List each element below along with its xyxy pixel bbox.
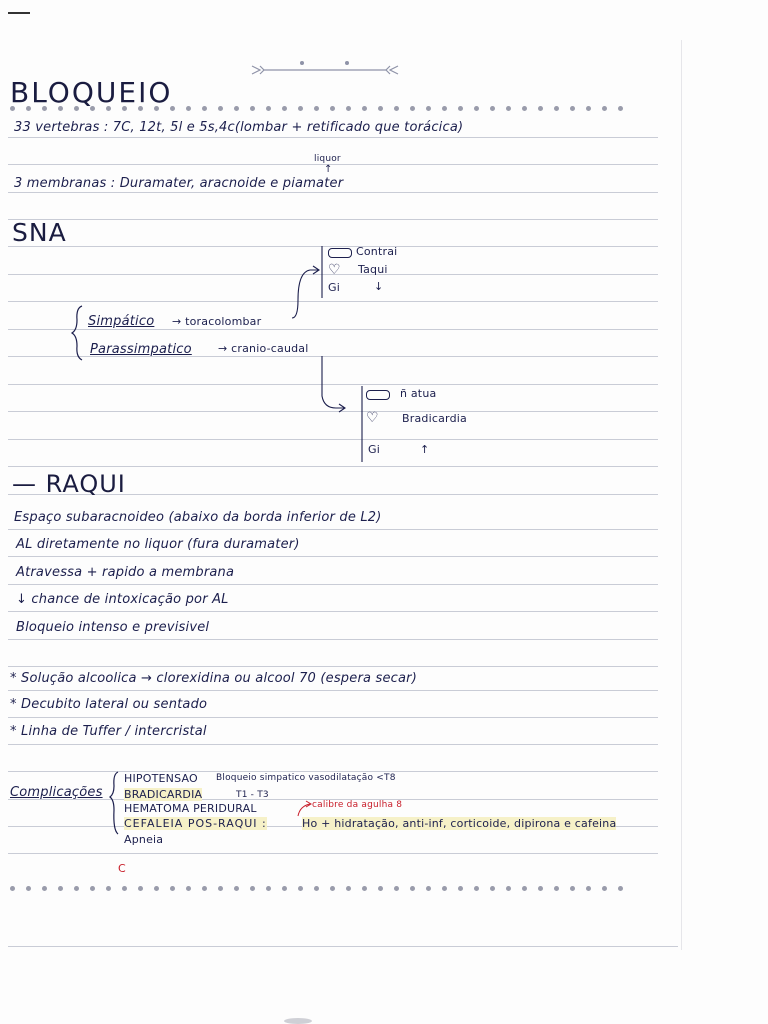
simpatico-label: Simpático [88,314,155,329]
complicacao-cefaleia: CEFALEIA POS-RAQUI : [124,817,267,830]
sna-upper-gi: Gi [328,281,340,294]
complicacao-bradicardia: BRADICARDIA [124,788,203,801]
complicacao-cefaleia-note: Ho + hidratação, anti-inf, corticoide, dipirona e cafeina [302,817,617,830]
sna-upper-contrai: Contrai [356,245,398,258]
heart-icon: ♡ [366,410,379,426]
raqui-line-5: Bloqueio intenso e previsivel [16,620,210,635]
complicacao-bradicardia-note: T1 - T3 [236,790,269,800]
complicacao-hipotensao-note: Bloqueio simpatico vasodilatação <T8 [216,773,396,783]
arrow-up-icon: ↑ [420,443,430,456]
sna-lower-bradicardia: Bradicardia [402,412,467,425]
heading-raqui: — RAQUI [12,470,126,498]
arrow-down-icon: ↓ [374,280,384,293]
parassimpatico-label: Parassimpatico [90,342,192,357]
raqui-line-4: ↓ chance de intoxicação por AL [16,592,229,607]
red-c-mark: C [118,862,126,875]
parassimpatico-arrow-text: → cranio-caudal [218,342,309,355]
star-line-2: * Decubito lateral ou sentado [10,697,208,712]
raqui-line-1: Espaço subaracnoideo (abaixo da borda inferior de L2) [14,510,382,525]
simpatico-arrow-text: → toracolombar [172,315,262,328]
complicacao-hematoma-note: calibre da agulha 8 [312,800,403,810]
heart-icon: ♡ [328,262,341,278]
sna-lower-nao-atua: ñ atua [400,387,437,400]
sna-lower-gi: Gi [368,443,380,456]
line-vertebras: 33 vertebras : 7C, 12t, 5l e 5s,4c(lombar + retificado que torácica) [14,120,464,135]
liquor-label: liquor [314,154,341,164]
star-line-3: * Linha de Tuffer / intercristal [10,724,207,739]
heading-bloqueio: BLOQUEIO [10,76,173,109]
liquor-arrow-icon: ↑ [324,164,333,175]
raqui-line-2: AL diretamente no liquor (fura duramater) [16,537,300,552]
star-line-1: * Solução alcoolica → clorexidina ou alcool 70 (espera secar) [10,671,417,686]
line-membranas: 3 membranas : Duramater, aracnoide e piamater [14,176,344,191]
complicacoes-label: Complicações [10,785,103,800]
raqui-line-3: Atravessa + rapido a membrana [16,565,235,580]
complicacao-hematoma: HEMATOMA PERIDURAL [124,802,257,815]
complicacao-hipotensao: HIPOTENSAO [124,772,198,785]
sna-upper-taqui: Taqui [358,263,388,276]
complicacao-apneia: Apneia [124,833,164,846]
heading-sna: SNA [12,218,67,247]
bottom-smudge [284,1018,312,1024]
